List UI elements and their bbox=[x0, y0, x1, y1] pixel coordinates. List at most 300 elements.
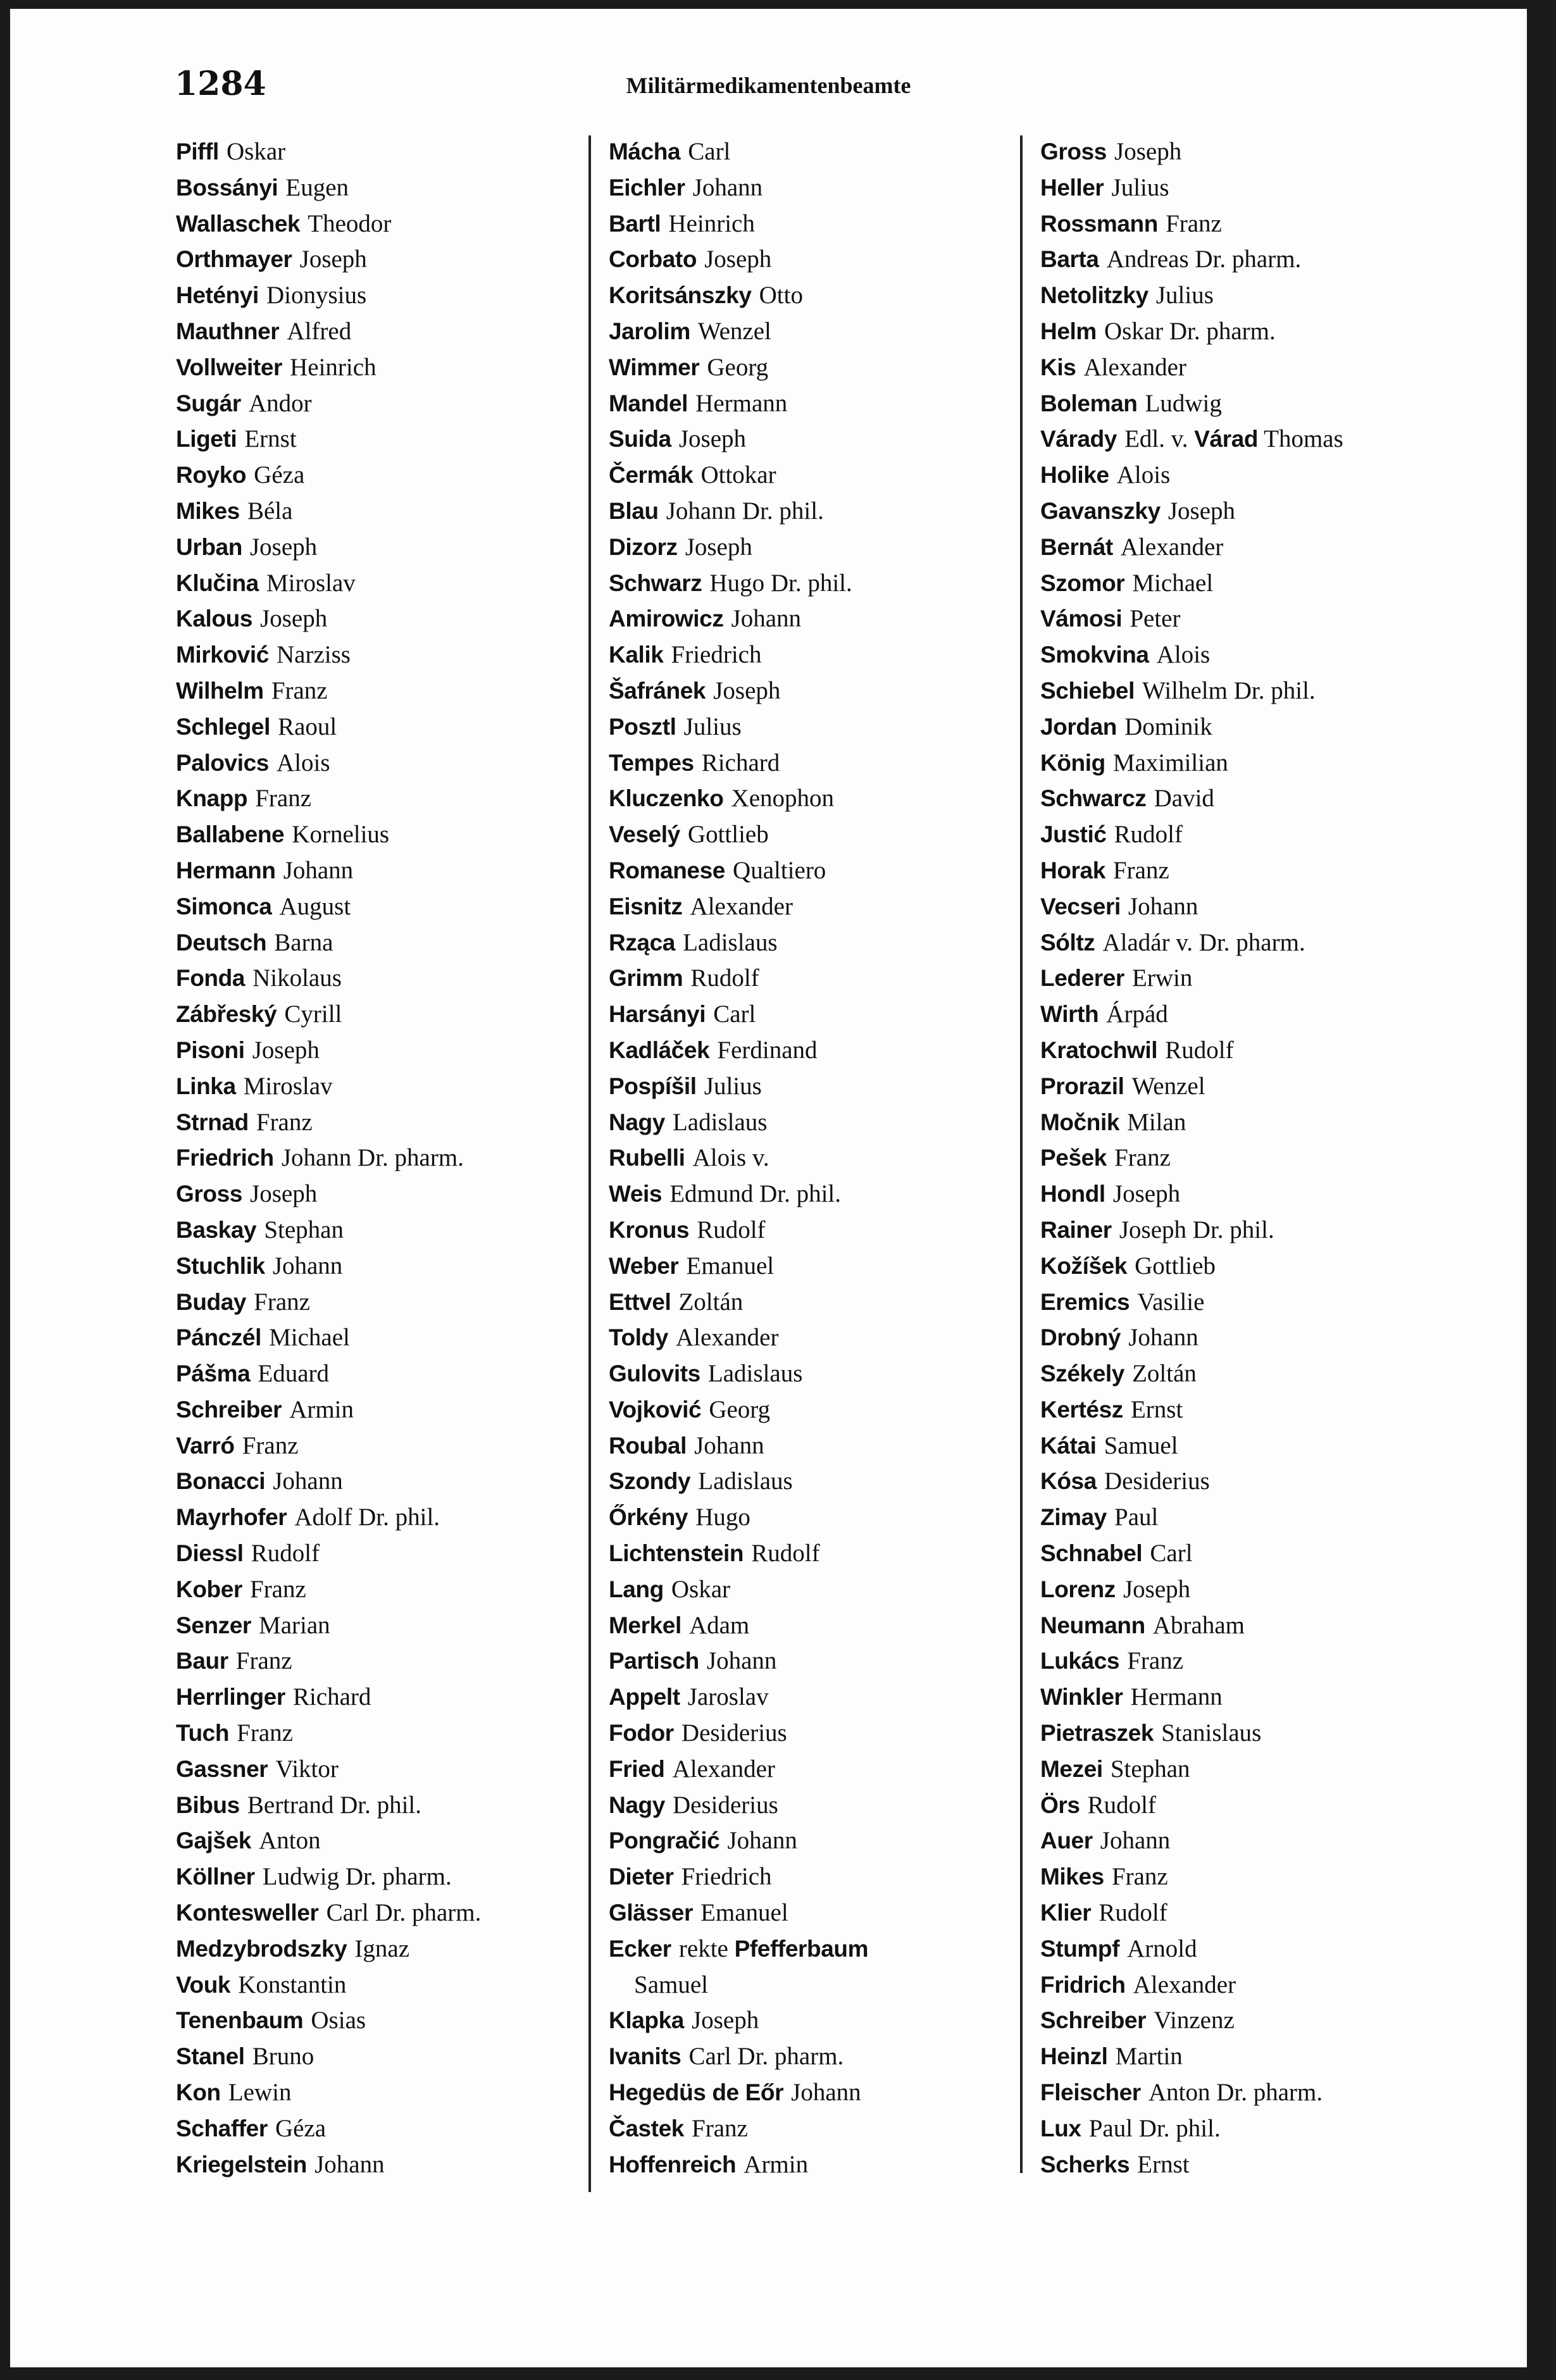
surname: Kis bbox=[1040, 354, 1076, 380]
given-name: Vinzenz bbox=[1154, 2007, 1235, 2034]
list-item bbox=[1040, 709, 1496, 745]
list-item bbox=[1040, 2146, 1496, 2183]
given-name: Raoul bbox=[278, 713, 337, 740]
list-item bbox=[1040, 1895, 1496, 1931]
given-name: Ladislaus bbox=[698, 1467, 793, 1495]
given-name: Barna bbox=[274, 928, 333, 956]
surname: Varró bbox=[176, 1432, 235, 1459]
given-name: Julius bbox=[1155, 282, 1214, 309]
given-name: Cyrill bbox=[284, 1000, 342, 1028]
surname: Senzer bbox=[176, 1612, 251, 1638]
given-name: Wenzel bbox=[697, 317, 771, 345]
list-item bbox=[1040, 529, 1496, 565]
surname: Kalous bbox=[176, 606, 252, 632]
given-name: Alfred bbox=[287, 317, 352, 345]
surname: Fonda bbox=[176, 965, 245, 992]
surname: Weber bbox=[609, 1252, 679, 1279]
list-item bbox=[1040, 1535, 1496, 1571]
surname: Lang bbox=[609, 1576, 664, 1602]
list-item bbox=[176, 457, 581, 493]
given-name: Edmund Dr. phil. bbox=[669, 1180, 842, 1208]
list-item bbox=[176, 493, 581, 529]
given-name: Joseph bbox=[713, 676, 781, 704]
surname: Kalik bbox=[609, 642, 664, 668]
given-name: Aladár v. Dr. pharm. bbox=[1102, 928, 1305, 956]
surname: Pongračić bbox=[609, 1828, 720, 1854]
surname: Simonca bbox=[176, 893, 272, 919]
given-name: Martin bbox=[1115, 2043, 1183, 2071]
given-name: Ladislaus bbox=[672, 1108, 768, 1136]
surname: Rossmann bbox=[1040, 210, 1158, 237]
list-item bbox=[1040, 601, 1496, 637]
list-item bbox=[176, 709, 581, 745]
list-item bbox=[609, 745, 1020, 781]
surname: Častek bbox=[609, 2115, 684, 2141]
surname: Lichtenstein bbox=[609, 1540, 744, 1567]
list-item bbox=[1040, 349, 1496, 385]
surname: Netolitzky bbox=[1040, 282, 1148, 309]
list-item bbox=[1040, 996, 1496, 1032]
surname: Schreiber bbox=[1040, 2007, 1147, 2034]
list-item bbox=[609, 206, 1020, 242]
given-name: Carl Dr. pharm. bbox=[688, 2043, 844, 2071]
given-name: Lewin bbox=[228, 2079, 292, 2107]
surname: Schnabel bbox=[1040, 1540, 1143, 1567]
list-item bbox=[176, 1428, 581, 1464]
surname: Wilhelm bbox=[176, 677, 264, 704]
surname: Winkler bbox=[1040, 1684, 1123, 1710]
list-item bbox=[1040, 1967, 1496, 2003]
surname: Prorazil bbox=[1040, 1073, 1124, 1099]
list-item bbox=[176, 2074, 581, 2110]
surname: Rainer bbox=[1040, 1216, 1112, 1243]
surname: Schiebel bbox=[1040, 677, 1135, 704]
surname: Wirth bbox=[1040, 1001, 1099, 1028]
surname: König bbox=[1040, 749, 1105, 776]
given-name: Erwin bbox=[1132, 964, 1193, 992]
list-item bbox=[176, 1535, 581, 1571]
surname: Auer bbox=[1040, 1828, 1093, 1854]
list-item bbox=[609, 1787, 1020, 1823]
given-name: Géza bbox=[254, 461, 305, 489]
surname: Stumpf bbox=[1040, 1935, 1120, 1962]
list-item bbox=[176, 313, 581, 349]
list-item bbox=[609, 1428, 1020, 1464]
given-name: Franz bbox=[271, 676, 328, 704]
given-name: Arnold bbox=[1127, 1935, 1197, 1962]
surname: Rubelli bbox=[609, 1145, 685, 1171]
given-name: Joseph Dr. phil. bbox=[1119, 1216, 1274, 1243]
list-item bbox=[1040, 134, 1496, 170]
list-item bbox=[176, 1284, 581, 1320]
surname: Amirowicz bbox=[609, 606, 724, 632]
surname: Wimmer bbox=[609, 354, 700, 380]
document-page bbox=[10, 9, 1527, 2367]
list-item bbox=[1040, 493, 1496, 529]
surname: Gassner bbox=[176, 1755, 268, 1782]
surname: Justić bbox=[1040, 821, 1107, 848]
surname: Kertész bbox=[1040, 1396, 1123, 1423]
given-name: Andreas Dr. pharm. bbox=[1106, 246, 1302, 273]
given-name: Joseph bbox=[250, 533, 318, 561]
given-name: Thomas bbox=[1258, 425, 1343, 453]
given-name: Géza bbox=[275, 2114, 327, 2142]
surname: Kontesweller bbox=[176, 1900, 319, 1926]
list-item bbox=[609, 421, 1020, 457]
given-name: Johann Dr. pharm. bbox=[281, 1144, 464, 1172]
given-name: Joseph bbox=[704, 246, 772, 273]
surname: Kósa bbox=[1040, 1468, 1097, 1495]
list-item bbox=[1040, 2038, 1496, 2074]
given-name: Samuel bbox=[1104, 1431, 1178, 1459]
list-item bbox=[176, 2110, 581, 2146]
given-name: Johann bbox=[727, 1827, 797, 1855]
surname: Mezei bbox=[1040, 1755, 1103, 1782]
given-name: Desiderius bbox=[672, 1791, 778, 1819]
list-item bbox=[176, 277, 581, 313]
list-item bbox=[176, 816, 581, 852]
given-name: Zoltán bbox=[678, 1288, 744, 1316]
surname: Kriegelstein bbox=[176, 2151, 307, 2178]
surname: Orthmayer bbox=[176, 246, 292, 273]
given-name: Andor bbox=[248, 389, 312, 417]
surname: Hondl bbox=[1040, 1181, 1105, 1207]
list-item bbox=[1040, 1140, 1496, 1176]
list-item bbox=[609, 780, 1020, 816]
list-item bbox=[609, 1571, 1020, 1607]
given-name: David bbox=[1154, 785, 1214, 813]
surname: Toldy bbox=[609, 1324, 668, 1351]
surname: Jordan bbox=[1040, 713, 1117, 740]
surname: Veselý bbox=[609, 821, 680, 848]
list-item bbox=[176, 996, 581, 1032]
surname: Gavanszky bbox=[1040, 497, 1161, 524]
list-item bbox=[1040, 1859, 1496, 1895]
given-name: Kornelius bbox=[292, 821, 390, 849]
list-item bbox=[176, 421, 581, 457]
list-item bbox=[1040, 1715, 1496, 1751]
given-name: Friedrich bbox=[681, 1863, 772, 1891]
list-item bbox=[176, 1571, 581, 1607]
list-item bbox=[1040, 385, 1496, 421]
given-name: Adolf Dr. phil. bbox=[294, 1504, 440, 1531]
list-item bbox=[609, 601, 1020, 637]
given-name: rekte bbox=[678, 1935, 735, 1962]
list-item bbox=[1040, 637, 1496, 673]
given-name: Ludwig bbox=[1145, 389, 1222, 417]
given-name: Wenzel bbox=[1131, 1072, 1205, 1100]
given-name: Joseph bbox=[250, 1180, 318, 1208]
surname: Eremics bbox=[1040, 1288, 1130, 1315]
given-name: Rudolf bbox=[751, 1540, 820, 1567]
list-item bbox=[1040, 1787, 1496, 1823]
given-name: Johann bbox=[706, 1647, 777, 1675]
given-name: Joseph bbox=[692, 2007, 759, 2034]
list-item bbox=[176, 1068, 581, 1104]
given-name: Konstantin bbox=[238, 1971, 347, 1998]
given-name: Abraham bbox=[1152, 1611, 1245, 1639]
given-name: Franz bbox=[1166, 209, 1222, 237]
list-item bbox=[176, 349, 581, 385]
surname: Mayrhofer bbox=[176, 1504, 287, 1531]
given-name: Oskar bbox=[226, 138, 286, 165]
given-name: Osias bbox=[311, 2007, 366, 2034]
list-item bbox=[609, 1607, 1020, 1643]
given-name: Stephan bbox=[264, 1216, 344, 1243]
name-column-1 bbox=[176, 134, 581, 2182]
list-item bbox=[609, 1212, 1020, 1248]
list-item bbox=[1040, 2110, 1496, 2146]
given-name: Hermann bbox=[695, 389, 788, 417]
surname: Mirković bbox=[176, 642, 269, 668]
surname: Gulovits bbox=[609, 1361, 700, 1387]
surname: Lorenz bbox=[1040, 1576, 1116, 1602]
given-name: Heinrich bbox=[668, 209, 755, 237]
surname: Mikes bbox=[176, 497, 240, 524]
given-name: Rudolf bbox=[1165, 1036, 1234, 1064]
surname: Kober bbox=[176, 1576, 242, 1602]
surname: Kadláček bbox=[609, 1037, 710, 1063]
surname: Zimay bbox=[1040, 1504, 1107, 1531]
name-column-2 bbox=[609, 134, 1020, 2182]
surname: Partisch bbox=[609, 1648, 699, 1674]
list-item bbox=[609, 529, 1020, 565]
column-divider-2 bbox=[1020, 135, 1023, 2173]
surname: Fodor bbox=[609, 1720, 674, 1747]
list-item bbox=[609, 457, 1020, 493]
surname: Tempes bbox=[609, 749, 694, 776]
surname: Bossányi bbox=[176, 174, 278, 201]
list-item bbox=[609, 2002, 1020, 2038]
given-name: Ludwig Dr. pharm. bbox=[262, 1863, 452, 1891]
list-item bbox=[176, 745, 581, 781]
given-name: Vasilie bbox=[1137, 1288, 1205, 1316]
given-name: Theodor bbox=[308, 209, 392, 237]
surname: Hegedüs de Eőr bbox=[609, 2079, 784, 2106]
given-name: Alois bbox=[277, 749, 330, 776]
list-item bbox=[1040, 1643, 1496, 1679]
list-item bbox=[1040, 745, 1496, 781]
given-name: Johann bbox=[731, 605, 802, 633]
surname: Glässer bbox=[609, 1900, 693, 1926]
given-name: Alois bbox=[1156, 641, 1211, 669]
list-item bbox=[609, 888, 1020, 925]
surname: Neumann bbox=[1040, 1612, 1145, 1638]
list-item bbox=[176, 1392, 581, 1428]
surname: Bernát bbox=[1040, 533, 1113, 560]
surname: Hoffenreich bbox=[609, 2151, 737, 2178]
list-item bbox=[609, 277, 1020, 313]
given-name: Jaroslav bbox=[687, 1683, 769, 1711]
surname: Corbato bbox=[609, 246, 697, 273]
list-item bbox=[1040, 241, 1496, 277]
list-item bbox=[609, 349, 1020, 385]
list-item bbox=[609, 134, 1020, 170]
list-item bbox=[1040, 780, 1496, 816]
surname: Strnad bbox=[176, 1109, 249, 1135]
list-item bbox=[1040, 421, 1496, 457]
surname: Nagy bbox=[609, 1791, 665, 1818]
list-item bbox=[609, 1248, 1020, 1284]
given-name: Otto bbox=[759, 282, 803, 309]
given-name: Carl bbox=[1150, 1540, 1193, 1567]
surname: Grimm bbox=[609, 965, 683, 992]
list-item bbox=[609, 313, 1020, 349]
page-header bbox=[10, 65, 1527, 109]
surname: Őrkény bbox=[609, 1504, 688, 1531]
list-item bbox=[609, 996, 1020, 1032]
given-name: Xenophon bbox=[731, 785, 835, 813]
surname: Jarolim bbox=[609, 318, 690, 344]
given-name: Bruno bbox=[252, 2043, 314, 2071]
surname: Pešek bbox=[1040, 1145, 1107, 1171]
surname: Vámosi bbox=[1040, 606, 1123, 632]
surname: Schreiber bbox=[176, 1396, 282, 1423]
surname: Holike bbox=[1040, 462, 1109, 489]
surname: Várady bbox=[1040, 426, 1117, 452]
surname: Roubal bbox=[609, 1432, 687, 1459]
given-name: Alois v. bbox=[692, 1144, 769, 1172]
given-name: Stanislaus bbox=[1161, 1719, 1262, 1747]
given-name: Armin bbox=[744, 2150, 809, 2178]
surname: Buday bbox=[176, 1288, 247, 1315]
surname: Pfefferbaum bbox=[734, 1935, 869, 1962]
list-item bbox=[609, 1355, 1020, 1392]
list-item bbox=[176, 601, 581, 637]
given-name: Joseph bbox=[299, 246, 367, 273]
list-item bbox=[176, 888, 581, 925]
list-item bbox=[176, 2038, 581, 2074]
list-item bbox=[176, 1679, 581, 1715]
given-name: Miroslav bbox=[266, 569, 356, 597]
list-item bbox=[1040, 1032, 1496, 1068]
surname: Wallaschek bbox=[176, 210, 301, 237]
given-name: Heinrich bbox=[290, 353, 377, 381]
list-item bbox=[176, 925, 581, 961]
list-item bbox=[1040, 565, 1496, 601]
given-name: Hugo bbox=[695, 1504, 750, 1531]
list-item bbox=[176, 1822, 581, 1859]
surname: Kratochwil bbox=[1040, 1037, 1158, 1063]
list-item bbox=[1040, 1822, 1496, 1859]
list-item bbox=[609, 1643, 1020, 1679]
surname: Schwarz bbox=[609, 570, 702, 596]
given-name: Johann Dr. phil. bbox=[666, 497, 824, 525]
surname: Szondy bbox=[609, 1468, 691, 1495]
surname: Deutsch bbox=[176, 929, 267, 956]
surname: Vecseri bbox=[1040, 893, 1121, 919]
surname: Posztl bbox=[609, 713, 676, 740]
list-item bbox=[176, 673, 581, 709]
list-item bbox=[176, 134, 581, 170]
list-item bbox=[609, 2146, 1020, 2183]
list-item bbox=[176, 1643, 581, 1679]
surname: Várad bbox=[1194, 426, 1259, 452]
surname: Kožíšek bbox=[1040, 1252, 1128, 1279]
list-item bbox=[1040, 1571, 1496, 1607]
given-name: Adam bbox=[688, 1611, 750, 1639]
list-item bbox=[176, 565, 581, 601]
list-item bbox=[609, 170, 1020, 206]
list-item bbox=[1040, 170, 1496, 206]
list-item bbox=[609, 1463, 1020, 1499]
list-item bbox=[176, 1607, 581, 1643]
list-item bbox=[609, 1751, 1020, 1787]
given-name: Johann bbox=[692, 173, 763, 201]
given-name: Dionysius bbox=[266, 282, 367, 309]
list-item bbox=[176, 1931, 581, 1967]
surname: Köllner bbox=[176, 1864, 255, 1890]
given-name: Paul bbox=[1114, 1504, 1159, 1531]
given-name: Alexander bbox=[676, 1324, 779, 1352]
surname: Helm bbox=[1040, 318, 1097, 344]
surname: Mauthner bbox=[176, 318, 280, 344]
given-name: Alois bbox=[1116, 461, 1171, 489]
given-name: Desiderius bbox=[1104, 1467, 1210, 1495]
given-name: Michael bbox=[269, 1324, 350, 1352]
list-item bbox=[1040, 888, 1496, 925]
surname: Ettvel bbox=[609, 1288, 671, 1315]
surname: Heller bbox=[1040, 174, 1104, 201]
surname: Urban bbox=[176, 533, 242, 560]
given-name: Johann bbox=[1128, 892, 1198, 920]
given-name: Miroslav bbox=[243, 1072, 333, 1100]
list-item bbox=[609, 1032, 1020, 1068]
list-item bbox=[1040, 852, 1496, 888]
surname: Horak bbox=[1040, 857, 1105, 883]
given-name: Rudolf bbox=[697, 1216, 766, 1243]
given-name: Franz bbox=[1114, 1144, 1171, 1172]
list-item bbox=[176, 1319, 581, 1355]
given-name: Emanuel bbox=[686, 1252, 775, 1280]
given-name: Joseph bbox=[252, 1036, 320, 1064]
surname: Smokvina bbox=[1040, 642, 1149, 668]
list-item bbox=[609, 1499, 1020, 1535]
list-item bbox=[609, 1104, 1020, 1140]
list-item bbox=[176, 1032, 581, 1068]
list-item bbox=[1040, 1428, 1496, 1464]
list-item bbox=[609, 1319, 1020, 1355]
list-item bbox=[609, 1859, 1020, 1895]
surname: Merkel bbox=[609, 1612, 682, 1638]
list-item bbox=[1040, 1463, 1496, 1499]
list-item bbox=[609, 637, 1020, 673]
surname: Lukács bbox=[1040, 1648, 1120, 1674]
list-item bbox=[609, 1535, 1020, 1571]
list-item bbox=[176, 1715, 581, 1751]
list-item bbox=[1040, 2002, 1496, 2038]
given-name: Franz bbox=[1111, 1863, 1168, 1891]
list-item bbox=[609, 1176, 1020, 1212]
list-item bbox=[609, 241, 1020, 277]
surname: Medzybrodszky bbox=[176, 1935, 347, 1962]
surname: Pášma bbox=[176, 1361, 251, 1387]
surname: Fried bbox=[609, 1755, 665, 1782]
list-item bbox=[1040, 1931, 1496, 1967]
surname: Schwarcz bbox=[1040, 785, 1147, 812]
given-name: Anton bbox=[259, 1827, 321, 1855]
running-title: Militärmedikamentenbeamte bbox=[626, 73, 911, 98]
surname: Vollweiter bbox=[176, 354, 283, 380]
list-item bbox=[176, 1859, 581, 1895]
list-item bbox=[176, 637, 581, 673]
surname: Sugár bbox=[176, 390, 241, 416]
given-name: Ignaz bbox=[354, 1935, 410, 1962]
surname: Hermann bbox=[176, 857, 276, 883]
surname: Čermák bbox=[609, 462, 694, 489]
given-name: Johann bbox=[314, 2150, 385, 2178]
given-name: Joseph bbox=[1114, 138, 1182, 165]
